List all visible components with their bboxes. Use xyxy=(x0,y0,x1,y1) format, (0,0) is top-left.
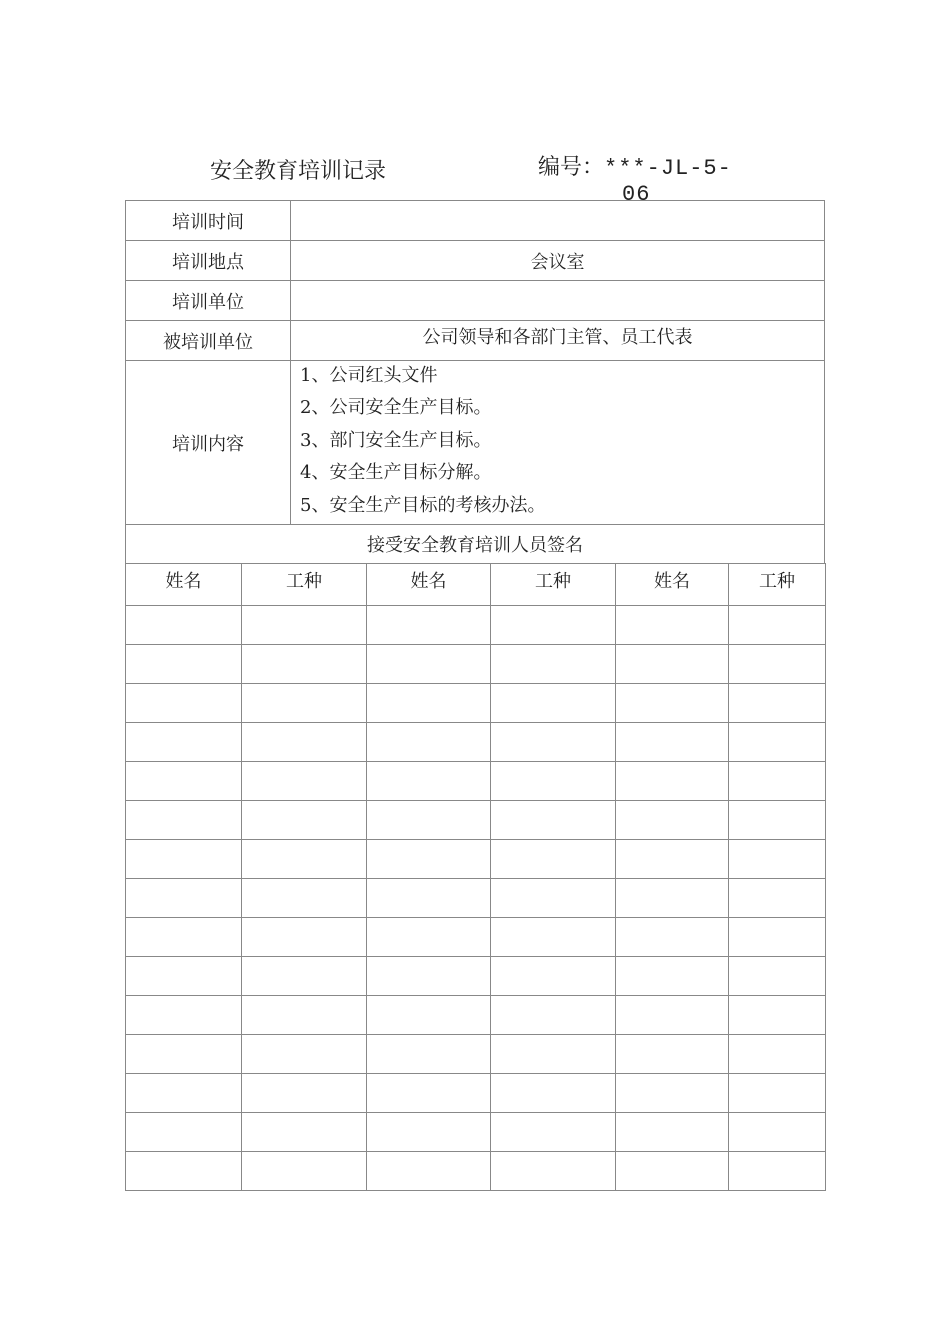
job-cell[interactable] xyxy=(491,723,616,762)
name-cell[interactable] xyxy=(126,1074,242,1113)
job-cell[interactable] xyxy=(242,918,367,957)
job-cell[interactable] xyxy=(729,840,826,879)
job-cell[interactable] xyxy=(242,684,367,723)
job-cell[interactable] xyxy=(242,840,367,879)
job-cell[interactable] xyxy=(491,957,616,996)
signature-table xyxy=(125,563,826,1191)
signature-header-row xyxy=(126,564,826,606)
name-cell[interactable] xyxy=(126,645,242,684)
job-cell[interactable] xyxy=(491,918,616,957)
job-cell[interactable] xyxy=(729,957,826,996)
signature-row xyxy=(126,879,826,918)
signature-row xyxy=(126,957,826,996)
column-header-job: 工种 xyxy=(491,564,616,606)
name-cell[interactable] xyxy=(367,840,491,879)
form-title: 安全教育培训记录 xyxy=(210,159,387,184)
content-item: 3、部门安全生产目标。 xyxy=(300,429,492,451)
job-cell[interactable] xyxy=(729,1152,826,1191)
name-cell[interactable] xyxy=(616,918,729,957)
name-cell[interactable] xyxy=(367,879,491,918)
column-header-name: 姓名 xyxy=(367,564,491,606)
content-item: 2、公司安全生产目标。 xyxy=(300,397,492,419)
name-cell[interactable] xyxy=(367,606,491,645)
column-header-name: 姓名 xyxy=(616,564,729,606)
name-cell[interactable] xyxy=(367,918,491,957)
job-cell[interactable] xyxy=(729,1113,826,1152)
signature-row xyxy=(126,606,826,645)
code-value-line2: 06 xyxy=(622,182,651,207)
job-cell[interactable] xyxy=(729,684,826,723)
job-cell[interactable] xyxy=(491,996,616,1035)
job-cell[interactable] xyxy=(242,723,367,762)
name-cell[interactable] xyxy=(367,684,491,723)
job-cell[interactable] xyxy=(491,684,616,723)
column-header-job: 工种 xyxy=(729,564,826,606)
job-cell[interactable] xyxy=(729,1074,826,1113)
signature-row xyxy=(126,684,826,723)
name-cell[interactable] xyxy=(367,801,491,840)
name-cell[interactable] xyxy=(126,801,242,840)
job-cell[interactable] xyxy=(729,606,826,645)
job-cell[interactable] xyxy=(242,762,367,801)
signature-row xyxy=(126,840,826,879)
name-cell[interactable] xyxy=(126,957,242,996)
signature-section-title: 接受安全教育培训人员签名 xyxy=(125,524,825,564)
code-label: 编号： xyxy=(538,155,605,180)
job-cell[interactable] xyxy=(729,1035,826,1074)
name-cell[interactable] xyxy=(367,1074,491,1113)
name-cell[interactable] xyxy=(616,1152,729,1191)
job-cell[interactable] xyxy=(729,645,826,684)
name-cell[interactable] xyxy=(616,840,729,879)
job-cell[interactable] xyxy=(491,879,616,918)
unit-field[interactable] xyxy=(290,280,825,321)
name-cell[interactable] xyxy=(126,606,242,645)
name-cell[interactable] xyxy=(367,762,491,801)
unit-label: 培训单位 xyxy=(125,280,291,321)
column-header-name: 姓名 xyxy=(126,564,242,606)
content-field[interactable] xyxy=(290,360,825,525)
job-cell[interactable] xyxy=(729,879,826,918)
job-cell[interactable] xyxy=(242,801,367,840)
name-cell[interactable] xyxy=(616,762,729,801)
job-cell[interactable] xyxy=(491,1113,616,1152)
name-cell[interactable] xyxy=(616,801,729,840)
job-cell[interactable] xyxy=(242,1074,367,1113)
content-label: 培训内容 xyxy=(125,360,291,525)
content-item: 5、安全生产目标的考核办法。 xyxy=(300,494,546,516)
job-cell[interactable] xyxy=(242,1113,367,1152)
time-label: 培训时间 xyxy=(125,200,291,241)
trainee-label: 被培训单位 xyxy=(125,320,291,361)
name-cell[interactable] xyxy=(616,606,729,645)
job-cell[interactable] xyxy=(729,762,826,801)
name-cell[interactable] xyxy=(126,879,242,918)
content-item: 1、公司红头文件 xyxy=(300,365,438,386)
name-cell[interactable] xyxy=(616,879,729,918)
signature-row xyxy=(126,918,826,957)
name-cell[interactable] xyxy=(126,723,242,762)
signature-row xyxy=(126,723,826,762)
job-cell[interactable] xyxy=(491,840,616,879)
content-item: 4、安全生产目标分解。 xyxy=(300,462,492,484)
job-cell[interactable] xyxy=(491,762,616,801)
name-cell[interactable] xyxy=(126,996,242,1035)
place-label: 培训地点 xyxy=(125,240,291,281)
trainee-field[interactable]: 公司领导和各部门主管、员工代表 xyxy=(290,320,825,361)
name-cell[interactable] xyxy=(126,1152,242,1191)
name-cell[interactable] xyxy=(616,1035,729,1074)
job-cell[interactable] xyxy=(242,996,367,1035)
name-cell[interactable] xyxy=(126,762,242,801)
job-cell[interactable] xyxy=(491,801,616,840)
name-cell[interactable] xyxy=(616,996,729,1035)
name-cell[interactable] xyxy=(367,957,491,996)
job-cell[interactable] xyxy=(729,723,826,762)
document-code xyxy=(538,150,732,207)
job-cell[interactable] xyxy=(491,645,616,684)
job-cell[interactable] xyxy=(242,606,367,645)
job-cell[interactable] xyxy=(242,1035,367,1074)
name-cell[interactable] xyxy=(367,723,491,762)
name-cell[interactable] xyxy=(616,957,729,996)
column-header-job: 工种 xyxy=(242,564,367,606)
signature-row xyxy=(126,1152,826,1191)
job-cell[interactable] xyxy=(242,957,367,996)
job-cell[interactable] xyxy=(491,1152,616,1191)
job-cell[interactable] xyxy=(491,606,616,645)
job-cell[interactable] xyxy=(729,996,826,1035)
name-cell[interactable] xyxy=(367,1113,491,1152)
name-cell[interactable] xyxy=(126,1035,242,1074)
job-cell[interactable] xyxy=(491,1035,616,1074)
job-cell[interactable] xyxy=(242,645,367,684)
name-cell[interactable] xyxy=(367,645,491,684)
time-field[interactable] xyxy=(290,200,825,241)
name-cell[interactable] xyxy=(126,840,242,879)
signature-row xyxy=(126,645,826,684)
name-cell[interactable] xyxy=(616,645,729,684)
signature-row xyxy=(126,762,826,801)
name-cell[interactable] xyxy=(616,1113,729,1152)
name-cell[interactable] xyxy=(616,723,729,762)
job-cell[interactable] xyxy=(729,918,826,957)
code-value-line1: ***-JL-5- xyxy=(604,156,732,181)
job-cell[interactable] xyxy=(491,1074,616,1113)
name-cell[interactable] xyxy=(126,684,242,723)
signature-row xyxy=(126,1113,826,1152)
name-cell[interactable] xyxy=(616,684,729,723)
name-cell[interactable] xyxy=(367,1035,491,1074)
name-cell[interactable] xyxy=(126,918,242,957)
name-cell[interactable] xyxy=(367,996,491,1035)
signature-row xyxy=(126,1035,826,1074)
signature-row xyxy=(126,801,826,840)
signature-row xyxy=(126,996,826,1035)
name-cell[interactable] xyxy=(616,1074,729,1113)
job-cell[interactable] xyxy=(729,801,826,840)
job-cell[interactable] xyxy=(242,879,367,918)
place-field[interactable]: 会议室 xyxy=(290,240,825,281)
signature-row xyxy=(126,1074,826,1113)
job-cell[interactable] xyxy=(242,1152,367,1191)
name-cell[interactable] xyxy=(367,1152,491,1191)
name-cell[interactable] xyxy=(126,1113,242,1152)
